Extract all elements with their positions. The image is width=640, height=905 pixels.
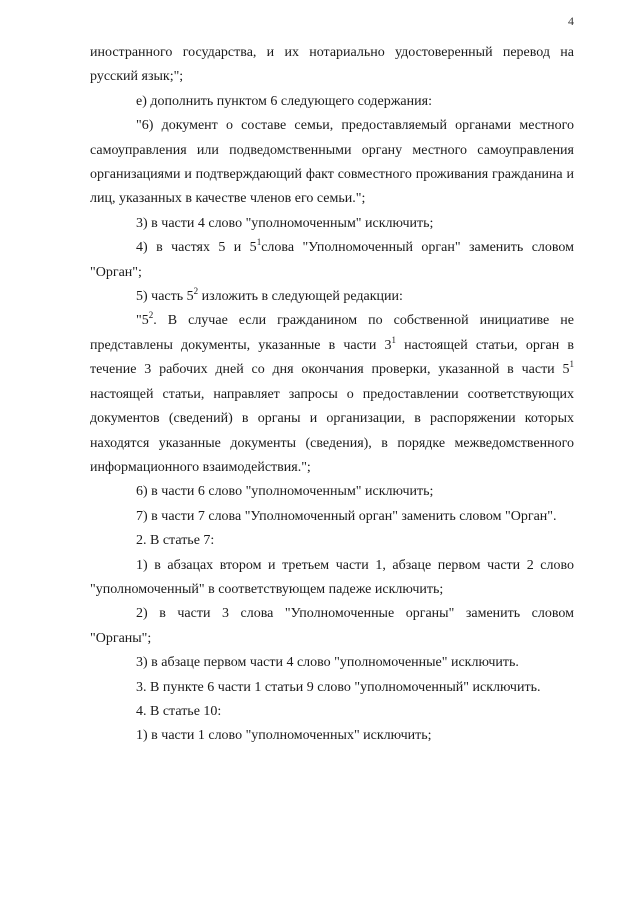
paragraph-text: 1) в части 1 слово "уполномоченных" исключить; (136, 728, 432, 744)
paragraph-p15 (90, 676, 574, 700)
paragraph-p04 (90, 114, 574, 212)
paragraph-p17 (90, 724, 574, 748)
superscript: 2 (148, 310, 154, 321)
paragraph-p10 (90, 505, 574, 529)
paragraph-text: 4. В статье 10: (136, 703, 222, 719)
paragraph-p05 (90, 212, 574, 236)
paragraph-text: 3) в абзаце первом части 4 слово "уполномоченные" исключить. (136, 655, 519, 671)
paragraph-p02 (90, 65, 574, 89)
paragraph-text: 6) в части 6 слово "уполномоченным" исключить; (136, 484, 434, 500)
paragraph-text: 2) в части 3 слова "Уполномоченные органы" заменить словом "Органы"; (90, 606, 574, 646)
paragraph-p06 (90, 236, 574, 285)
paragraph-text: иностранного государства, и их нотариально удостоверенный перевод на (90, 45, 574, 60)
superscript: 1 (256, 237, 262, 248)
paragraph-p01 (90, 41, 574, 65)
paragraph-p08 (90, 309, 574, 480)
paragraph-p03 (90, 90, 574, 114)
paragraph-text: "6) документ о составе семьи, предоставляемый органами местного самоуправления или подведомственными органу местного самоуправления организациями и подтверждающий факт совместного проживания гражданина и лиц, указанных в качестве членов его семьи."; (90, 118, 574, 207)
page-number: 4 (568, 14, 574, 28)
paragraph-text: изложить в следующей редакции: (198, 289, 403, 305)
paragraph-p16 (90, 700, 574, 724)
paragraph-p11 (90, 529, 574, 553)
paragraph-text: 7) в части 7 слова "Уполномоченный орган" заменить словом "Орган". (136, 508, 557, 524)
paragraph-text: . В случае если гражданином по собственной инициативе не представлены документы, указанные в части 3 (90, 313, 574, 353)
paragraph-p13 (90, 602, 574, 651)
paragraph-text: 5) часть 5 (136, 289, 194, 305)
superscript: 1 (569, 359, 574, 370)
paragraph-text: 4) в частях 5 и 5 (136, 240, 257, 256)
paragraph-text: русский язык;"; (90, 69, 184, 85)
paragraph-p14 (90, 651, 574, 675)
superscript: 1 (391, 334, 397, 345)
paragraph-text: 3) в части 4 слово "уполномоченным" исключить; (136, 215, 434, 231)
paragraph-text: "5 (136, 313, 149, 329)
paragraph-text: 2. В статье 7: (136, 533, 215, 549)
paragraph-p07 (90, 285, 574, 309)
paragraph-text: 1) в абзацах втором и третьем части 1, абзаце первом части 2 слово "уполномоченный" в соответствующем падеже исключить; (90, 557, 574, 597)
paragraph-text: слова "Уполномоченный орган" заменить словом "Орган"; (90, 240, 575, 280)
paragraph-text: 3. В пункте 6 части 1 статьи 9 слово "уполномоченный" исключить. (136, 679, 541, 695)
paragraph-text: е) дополнить пунктом 6 следующего содержания: (136, 93, 432, 109)
paragraph-p09 (90, 480, 574, 504)
document-body (90, 41, 574, 749)
paragraph-text: настоящей статьи, орган в течение 3 рабочих дней со дня окончания проверки, указанной в части 5 (90, 337, 575, 378)
paragraph-p12 (90, 554, 574, 603)
paragraph-text: настоящей статьи, направляет запросы о предоставлении соответствующих документов (сведений) в органы и организации, в распоряжении которых находятся указанные документы (сведения), в порядке межведомственного информационного взаимодействия."; (90, 386, 574, 475)
superscript: 2 (193, 286, 199, 297)
